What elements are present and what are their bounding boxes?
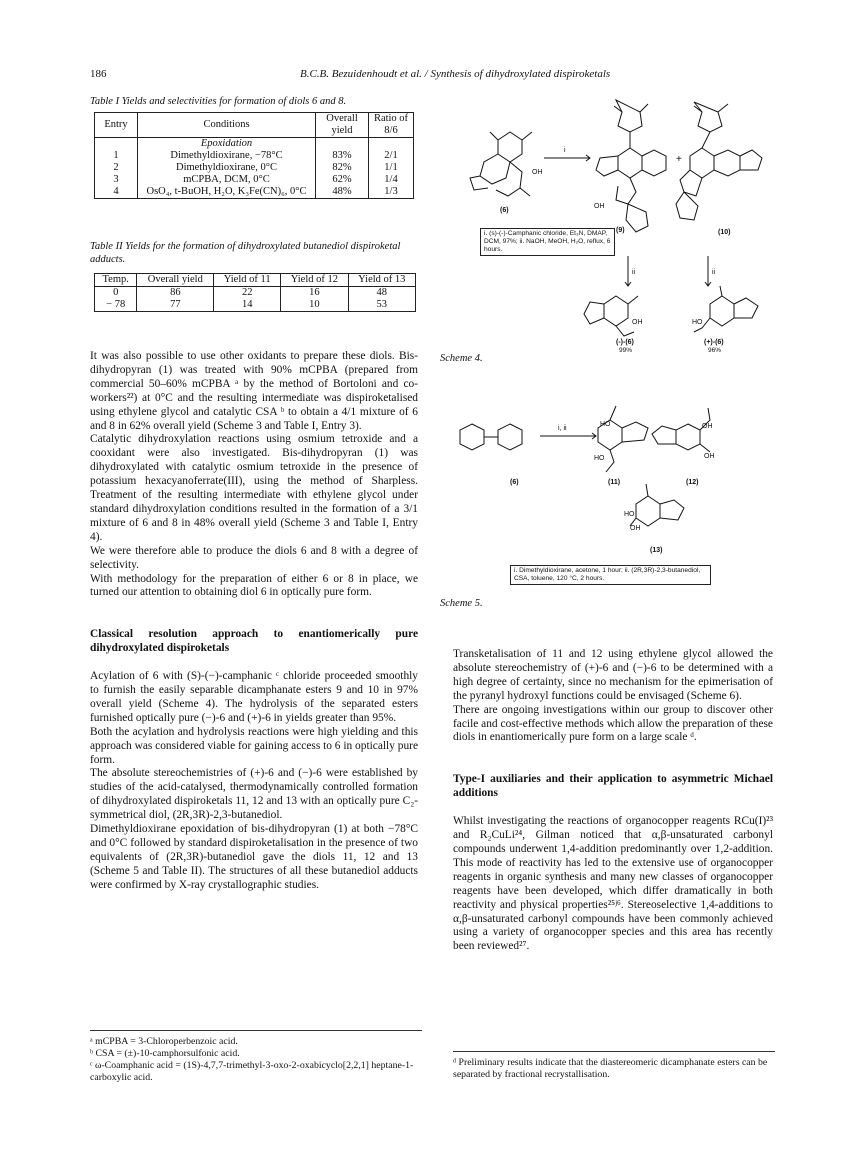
hydroxyl-label: OH [632,319,643,326]
step-label: ii [712,269,716,276]
paragraph: Dimethyldioxirane epoxidation of bis-dihydropyran (1) at both −78°C and 0°C followed by standard dispiroketalisation in the presence of two equivalents of (2R,3R)-butanediol gave the diols 11, 12 and 13 (Scheme 5 and Table II). The structures of all these butanediol adducts were confirmed by X-ray crystallographic studies. [90,823,418,891]
table2-cell: 77 [137,299,214,312]
table2-header: Temp. [95,274,137,287]
table2 [94,273,416,312]
scheme5-caption: Scheme 5. [440,598,483,609]
paragraph: The absolute stereochemistries of (+)-6 and (−)-6 were established by studies of the acid-catalysed, thermodynamically controlled formation of dihydroxylated dispiroketals 11, 12 and 13 with an optically pure C₂-symmetrical diol, (2R,3R)-2,3-butanediol. [90,767,418,822]
paragraph: Transketalisation of 11 and 12 using ethylene glycol allowed the absolute stereochemistry of (+)-6 and (−)-6 to be determined with a high degree of certainty, since no mechanism for the epimerisation of the pyranyl hydroxyl functions could be envisaged (Scheme 6). [453,648,773,702]
hydroxyl-label: OH [594,203,605,210]
hydroxyl-label: OH [630,525,641,532]
table1-cell: 2 [95,162,138,174]
compound-label: (12) [686,479,699,486]
hydroxyl-label: HO [692,319,703,326]
compound-label: (10) [718,229,731,236]
table1-cell: 83% [316,150,369,162]
compound-label: (9) [616,227,625,234]
section-heading: Type-I auxiliaries and their application to asymmetric Michael additions [453,773,773,800]
table1-cell: Dimethyldioxirane, 0°C [138,162,316,174]
paragraph: It was also possible to use other oxidants to prepare these diols. Bis-dihydropyran (1) was treated with 90% mCPBA (prepared from commercial 50–60% mCPBA ᵃ by the method of Bortoloni and co-workers²²) at 0°C and the resulting intermediate was dispiroketalised using ethylene glycol and catalytic CSA ᵇ to obtain a 4/1 mixture of 6 and 8 in 62% overall yield (Scheme 3 and Table I, Entry 3). [90,350,418,432]
molecule-12 [652,408,710,452]
hydroxyl-label: OH [702,423,713,430]
page-number: 186 [90,68,107,80]
hydroxyl-label: OH [532,169,543,176]
hydroxyl-label: HO [594,455,605,462]
table1 [94,112,414,199]
table2-header: Yield of 13 [348,274,415,287]
yield-label: 96% [708,347,722,352]
table2-cell: 22 [214,287,281,300]
step-label: i, ii [558,425,567,432]
step-label: i [564,147,566,154]
compound-label: (11) [608,479,621,486]
compound-label: (-)-(6) [616,339,634,346]
table1-cell: 1/3 [369,186,414,199]
paragraph: Both the acylation and hydrolysis reactions were high yielding and this approach was considered viable for gaining access to 6 in optically pure form. [90,725,418,766]
paragraph: With methodology for the preparation of either 6 or 8 in place, we turned our attention to obtaining diol 6 in optically pure form. [90,572,418,599]
table2-header: Yield of 12 [281,274,348,287]
table1-header: Conditions [138,113,316,138]
table1-caption: Table I Yields and selectivities for formation of diols 6 and 8. [90,96,347,107]
paragraph: There are ongoing investigations within our group to discover other facile and cost-effective methods which allow the preparation of these diols in enantiomerically pure form on a large scale ᵈ. [453,703,773,744]
table1-cell: 1/4 [369,174,414,186]
table1-cell: 1/1 [369,162,414,174]
table1-header: Ratio of 8/6 [369,113,414,138]
left-column [90,350,418,893]
right-column [453,648,773,954]
table2-cell: 16 [281,287,348,300]
scheme4-conditions: i. (s)-(-)-Camphanic chloride, Et₃N, DMAP, DCM, 97%; ii. NaOH, MeOH, H₂O, reflux, 6 hours. [480,228,615,256]
hydroxyl-label: HO [600,421,611,428]
paragraph: Acylation of 6 with (S)-(−)-camphanic ᶜ chloride proceeded smoothly to furnish the easily separable dicamphanate esters 9 and 10 in 97% overall yield (Scheme 4). The hydrolysis of the separated esters furnished optically pure (−)-6 and (+)-6 in yields greater than 95%. [90,670,418,724]
compound-label: (6) [510,479,519,486]
compound-label: (6) [500,207,509,214]
table2-cell: 53 [348,299,415,312]
paragraph: Whilst investigating the reactions of organocopper reagents RCu(I)²³ and R₂CuLi²⁴, Gilman noticed that α,β-unsaturated carbonyl compounds underwent 1,4-addition predominantly over 1,2-addition. This mode of reactivity has led to the extensive use of organocopper reagents in organic synthesis and many new classes of organocopper reagents have been developed, which differ dramatically in both reactivity and physical properties²⁵ʲ⁶. Stereoselective 1,4-additions to α,β-unsaturated carbonyl compounds have been commonly achieved using a variety of organocopper species and this area has recently been reviewed²⁷. [453,815,773,953]
table1-header: Entry [95,113,138,138]
scheme5-conditions: i. Dimethyldioxirane, acetone, 1 hour; ii. (2R,3R)-2,3-butanediol, CSA, toluene, 120 °C, 2 hours. [510,565,711,585]
table2-caption: Table II Yields for the formation of dihydroxylated butanediol dispiroketal adducts. [90,241,401,265]
table1-cell: OsO₄, t-BuOH, H₂O, K₃Fe(CN)₆, 0°C [138,186,316,199]
scheme4-figure [440,92,780,352]
compound-label: (+)-(6) [704,339,724,346]
molecule-11 [598,406,648,472]
footnote-rule [453,1051,775,1052]
molecule-13 [630,484,684,526]
table1-section: Epoxidation [138,138,316,151]
hydroxyl-label: HO [624,511,635,518]
step-label: ii [632,269,636,276]
table1-cell: 1 [95,150,138,162]
footnote-rule [90,1030,422,1031]
hydroxyl-label: OH [704,453,715,460]
molecule-10 [676,102,762,220]
compound-label: (13) [650,547,663,554]
table1-cell: 4 [95,186,138,199]
paragraph: Catalytic dihydroxylation reactions using osmium tetroxide and a cooxidant were also investigated. Bis-dihydropyran (1) was dihydroxylated with catalytic osmium tetroxide in the presence of potassium hexacyanoferrate(III), using the method of Sharpless. Treatment of the resulting intermediate with ethylene glycol under standard dihydroxylation conditions resulted in the formation of a 3/1 mixture of 6 and 8 in 48% overall yield (Scheme 3 and Table I, Entry 4). [90,433,418,543]
footnote: ᵃ mCPBA = 3-Chloroperbenzoic acid. [90,1036,238,1047]
left-footnotes [90,1036,422,1084]
table2-cell: 0 [95,287,137,300]
table2-cell: 48 [348,287,415,300]
molecule-6 [470,132,532,196]
table1-cell: Dimethyldioxirane, −78°C [138,150,316,162]
running-head-title: B.C.B. Bezuidenhoudt et al. / Synthesis of dihydroxylated dispiroketals [300,68,611,80]
table2-header: Overall yield [137,274,214,287]
molecule-plus-6 [694,286,758,332]
section-heading: Classical resolution approach to enantiomerically pure dihydroxylated dispiroketals [90,628,418,655]
table1-cell: 82% [316,162,369,174]
molecule-minus-6 [584,296,638,336]
table2-cell: 14 [214,299,281,312]
footnote: ᶜ ω-Coamphanic acid = (1S)-4,7,7-trimethyl-3-oxo-2-oxabicyclo[2,2,1] heptane-1-carboxylic acid. [90,1060,414,1083]
plus-sign: + [676,154,682,165]
molecule-6 [460,424,522,450]
table1-cell: mCPBA, DCM, 0°C [138,174,316,186]
table1-cell: 2/1 [369,150,414,162]
table2-cell: 86 [137,287,214,300]
table2-cell: 10 [281,299,348,312]
table2-header: Yield of 11 [214,274,281,287]
table2-cell: − 78 [95,299,137,312]
table1-cell: 62% [316,174,369,186]
scheme4-caption: Scheme 4. [440,353,483,364]
table1-header: Overall yield [316,113,369,138]
footnote: ᵇ CSA = (±)-10-camphorsulfonic acid. [90,1048,240,1059]
paragraph: We were therefore able to produce the diols 6 and 8 with a degree of selectivity. [90,544,418,571]
table1-cell: 3 [95,174,138,186]
scheme5-figure [440,400,780,560]
table1-cell: 48% [316,186,369,199]
molecule-9 [596,100,666,232]
footnote: ᵈ Preliminary results indicate that the diastereomeric dicamphanate esters can be separated by fractional recrystallisation. [453,1057,768,1080]
yield-label: 99% [619,347,633,352]
